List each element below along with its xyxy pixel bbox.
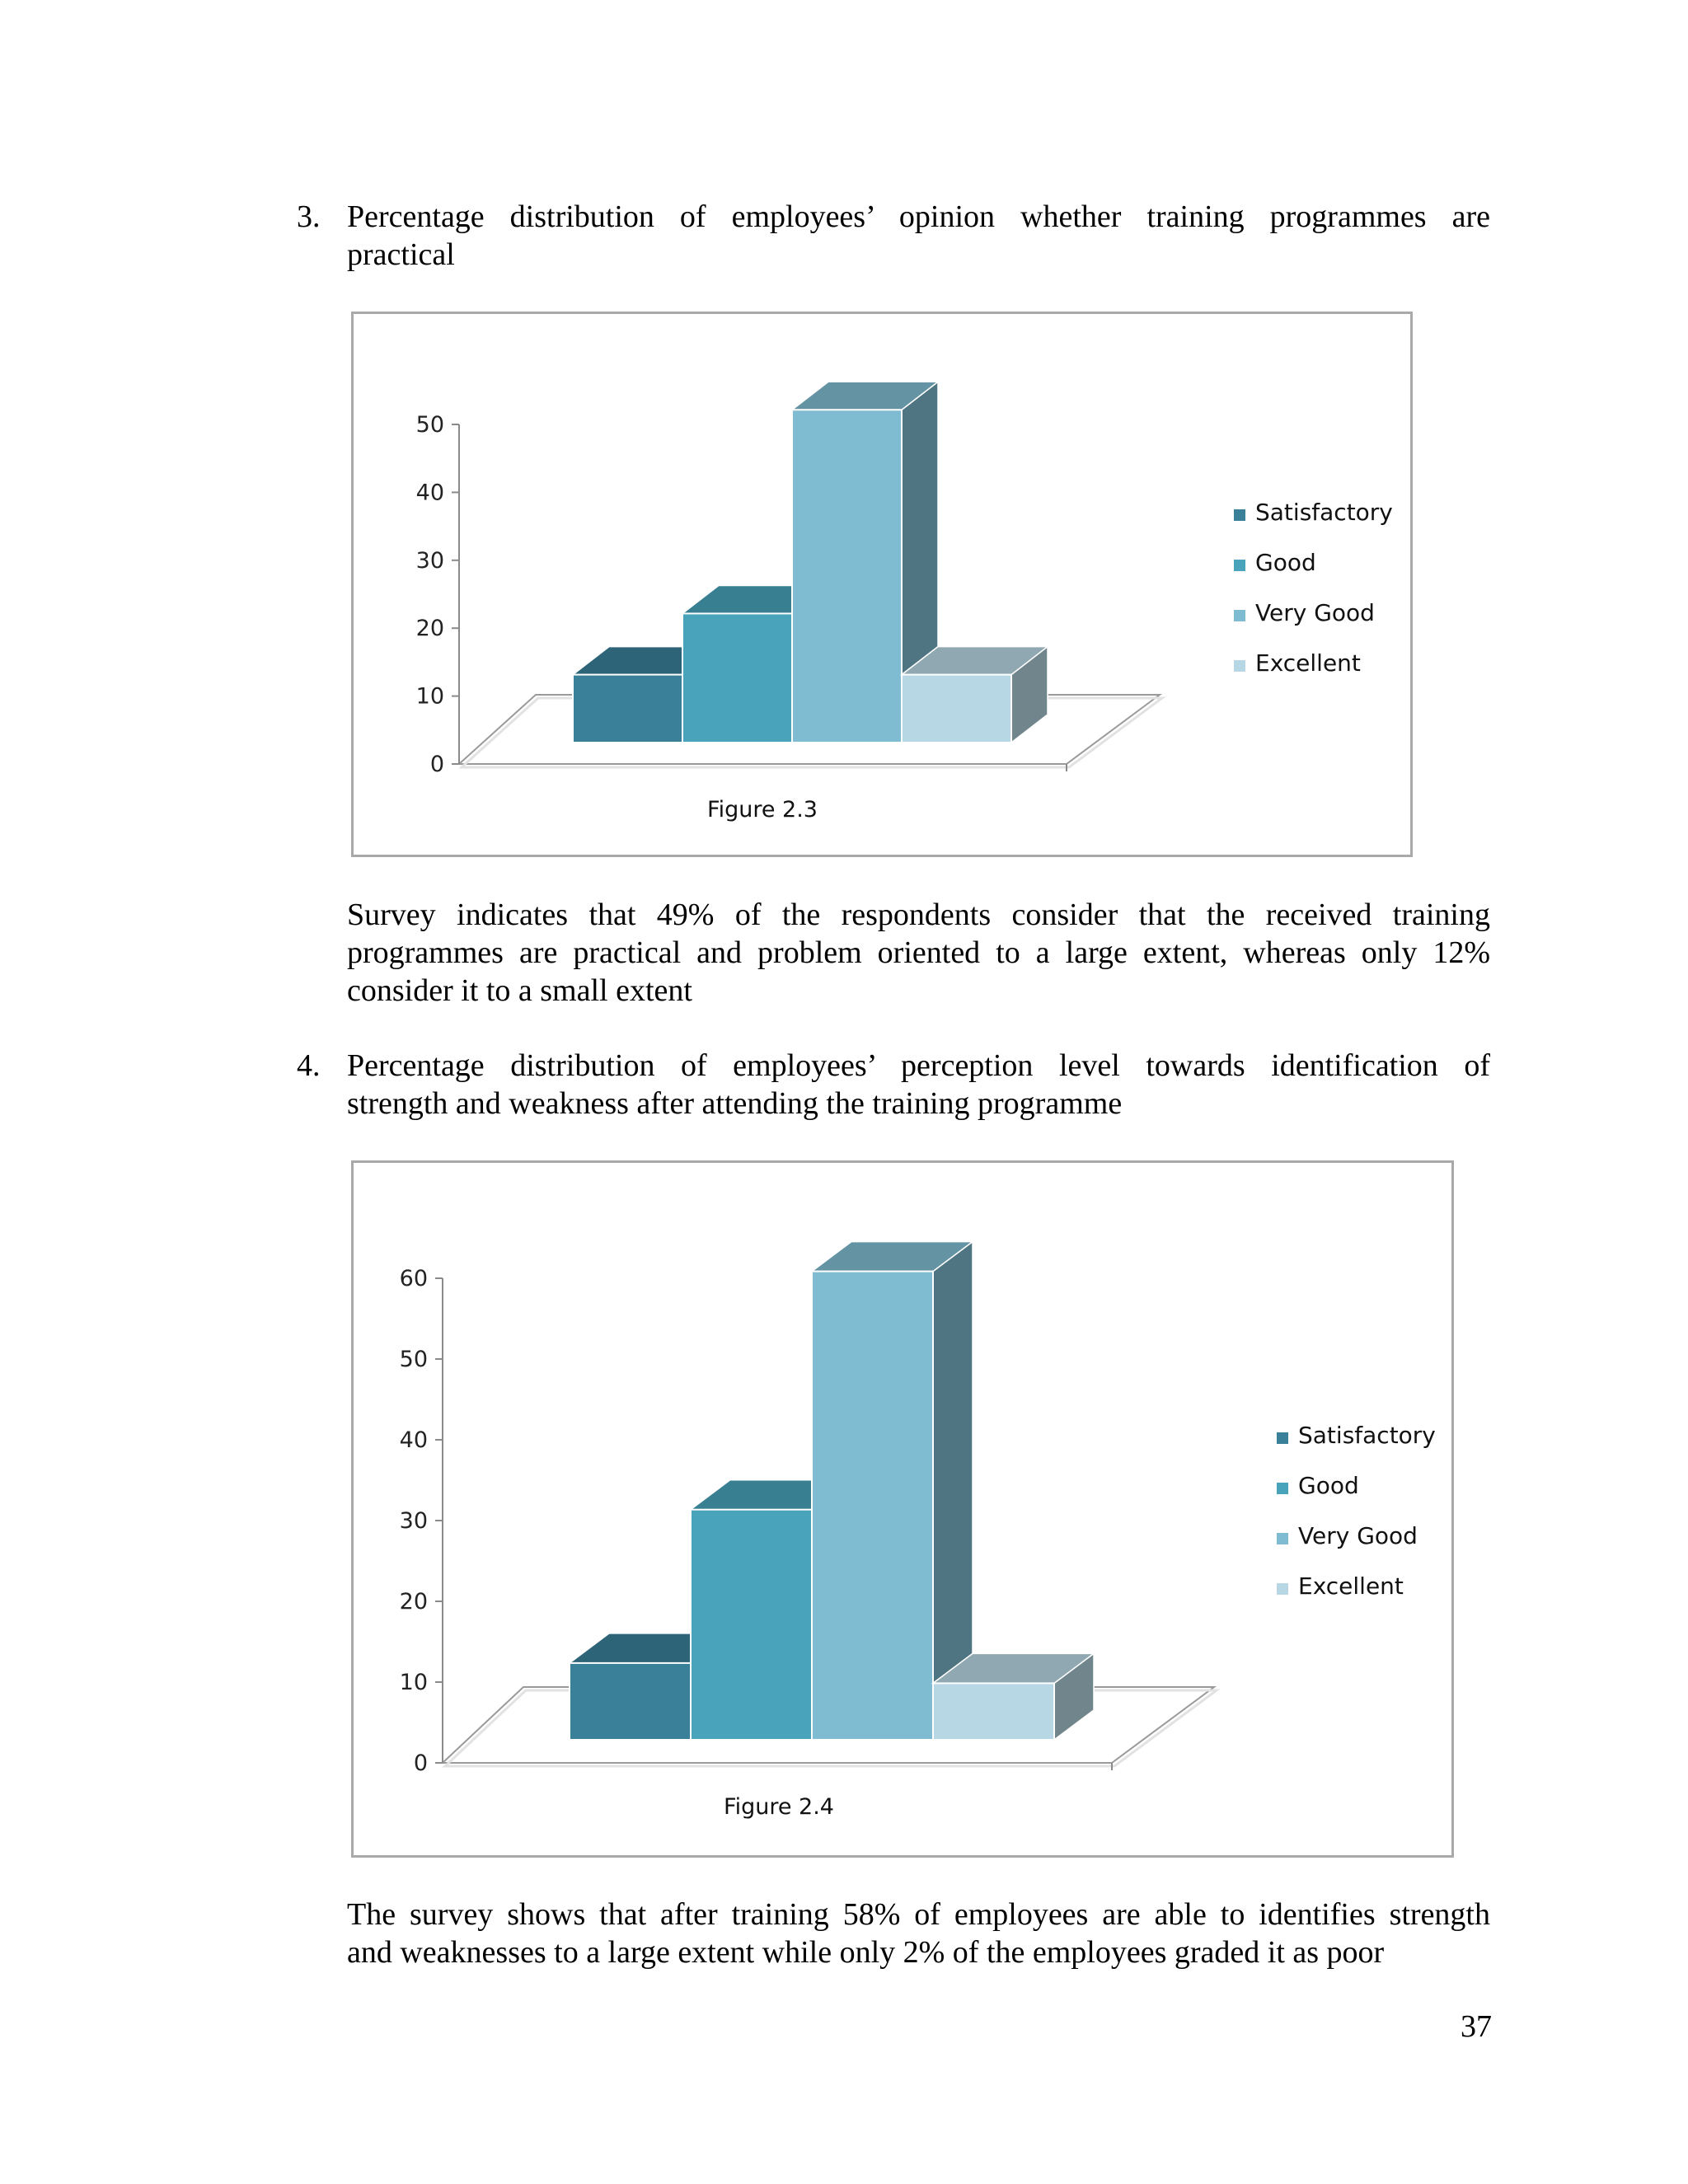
bar-excellent (902, 647, 1048, 743)
figure-2-3-svg (354, 314, 1410, 855)
figure-caption: Figure 2.3 (707, 797, 818, 823)
section-4-title (347, 1047, 1490, 1122)
figure-2-3-description (347, 896, 1490, 1010)
legend-label-1: Satisfactory (1298, 1422, 1436, 1449)
para-1-line-1: Survey indicates that 49% of the respondents consider that the received training (347, 898, 1490, 932)
page-number: 37 (1461, 2009, 1492, 2044)
bar-front (812, 1272, 933, 1740)
legend-swatch-2 (1277, 1483, 1288, 1494)
bar-front (691, 1510, 812, 1740)
legend-swatch-4 (1277, 1583, 1288, 1595)
figure-2-4-svg (354, 1163, 1451, 1855)
bar-front (682, 613, 792, 743)
legend-swatch-4 (1234, 660, 1245, 672)
bar-front (570, 1663, 691, 1740)
section-4-title-line-1: Percentage distribution of employees’ perception level towards identification of (347, 1048, 1490, 1083)
para-1-line-3: consider it to a small extent (347, 973, 692, 1008)
y-tick-label-10: 10 (399, 1670, 428, 1695)
y-tick-label-30: 30 (399, 1508, 428, 1534)
figure-2-3-chart (351, 312, 1413, 857)
para-2-line-2: and weaknesses to a large extent while only 2% of the employees graded it as poor (347, 1935, 1385, 1970)
y-tick-label-20: 20 (415, 616, 444, 642)
figure-2-4-description (347, 1896, 1490, 1971)
bar-very-good (812, 1242, 973, 1740)
y-tick-label-50: 50 (399, 1347, 428, 1372)
legend-swatch-3 (1234, 610, 1245, 621)
section-4-title-line-2: strength and weakness after attending the training programme (347, 1086, 1123, 1121)
section-4-number: 4. (297, 1048, 321, 1083)
y-tick-label-60: 60 (399, 1266, 428, 1291)
para-1-line-2: programmes are practical and problem oriented to a large extent, whereas only 12% (347, 935, 1490, 970)
y-tick-label-20: 20 (399, 1589, 428, 1615)
section-3-title-line-2: practical (347, 237, 455, 272)
bar-side (933, 1242, 973, 1684)
y-tick-label-40: 40 (415, 480, 444, 506)
bar-excellent (933, 1653, 1094, 1740)
y-tick-label-10: 10 (415, 683, 444, 710)
legend-label-3: Very Good (1255, 599, 1375, 626)
bar-side (902, 382, 938, 674)
section-3-number: 3. (297, 199, 321, 234)
y-tick-label-0: 0 (429, 752, 444, 777)
bar-front (792, 410, 902, 743)
y-tick-label-0: 0 (413, 1750, 428, 1776)
y-tick-label-40: 40 (399, 1427, 428, 1453)
figure-2-4-chart (351, 1160, 1454, 1858)
figure-caption: Figure 2.4 (724, 1794, 834, 1820)
legend-label-3: Very Good (1298, 1522, 1418, 1549)
bar-front (573, 675, 682, 743)
legend-swatch-2 (1234, 560, 1245, 571)
legend-label-4: Excellent (1255, 649, 1361, 677)
legend-swatch-1 (1234, 509, 1245, 521)
section-3-title-line-1: Percentage distribution of employees’ opinion whether training programmes are (347, 199, 1490, 234)
y-tick-label-50: 50 (415, 412, 444, 438)
y-tick-label-30: 30 (415, 547, 444, 574)
legend-label-2: Good (1255, 549, 1316, 576)
bar-front (902, 675, 1011, 743)
section-3-title (347, 198, 1490, 274)
para-2-line-1: The survey shows that after training 58% of employees are able to identifies strength (347, 1897, 1490, 1932)
legend-swatch-3 (1277, 1533, 1288, 1544)
legend-label-2: Good (1298, 1472, 1359, 1499)
legend-swatch-1 (1277, 1432, 1288, 1444)
legend-label-1: Satisfactory (1255, 499, 1393, 526)
legend-label-4: Excellent (1298, 1572, 1404, 1600)
bar-front (933, 1683, 1054, 1740)
